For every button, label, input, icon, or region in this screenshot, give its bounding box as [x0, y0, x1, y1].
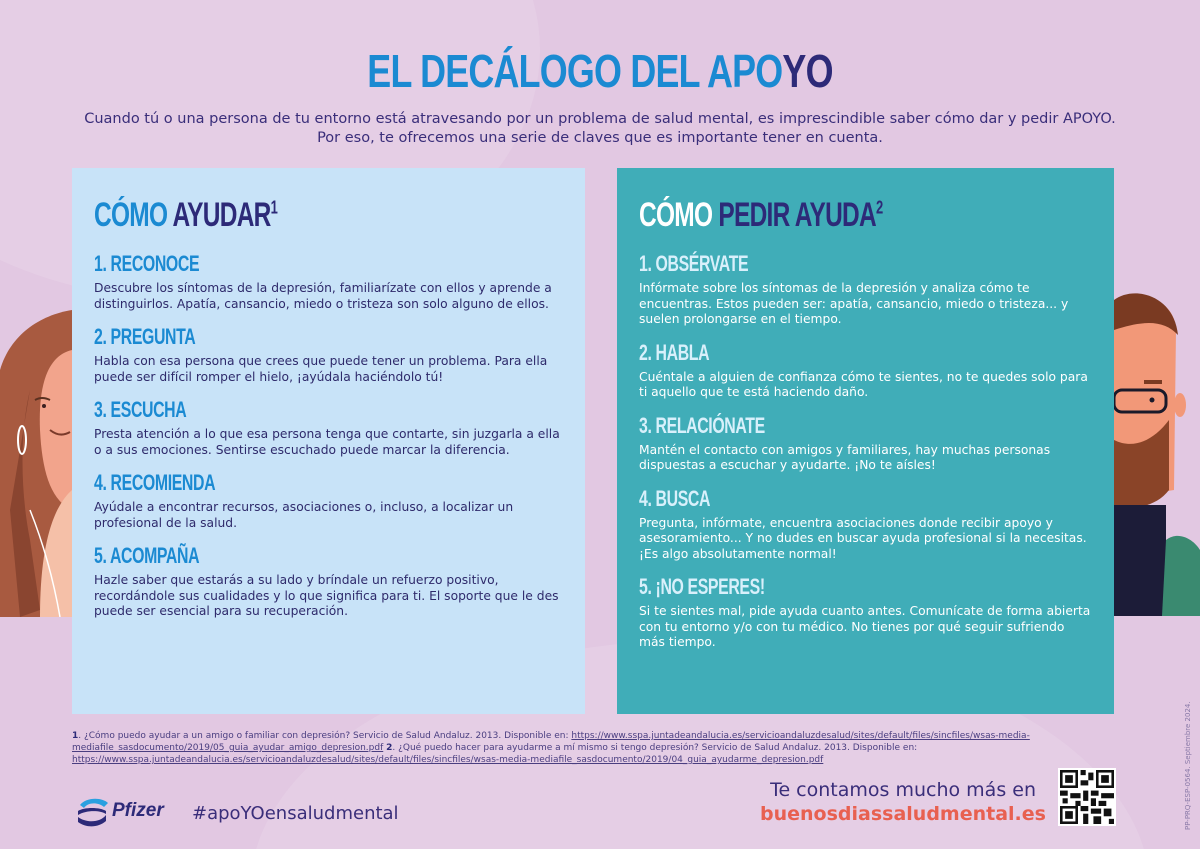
tip-title: 2. HABLA: [639, 339, 710, 365]
heading-part-a: CÓMO: [639, 196, 713, 234]
footnote-link[interactable]: https://www.sspa.juntadeandalucia.es/servicioandaluzdesalud/sites/default/files/sincfiles/wsas-media-mediafile_sasdocumento/2019/04_guia_ayudarme_depresion.pdf: [72, 755, 824, 765]
document-code: PP-PRQ-ESP-0564. Septiembre 2024.: [1184, 701, 1192, 830]
tip-title: 5. ¡NO ESPERES!: [639, 574, 765, 599]
subtitle-line2: Por eso, te ofrecemos una serie de claves que es importante tener en cuenta.: [317, 130, 883, 146]
panel-heading: [639, 196, 882, 235]
tip-text: Si te sientes mal, pide ayuda cuanto antes. Comunícate de forma abierta con tu entorno y/o con tu médico. No tienes por qué seguir sufriendo más tiempo.: [639, 604, 1091, 649]
page-title: [132, 44, 1068, 98]
tip-item: [94, 470, 563, 531]
tip-title: 4. BUSCA: [639, 485, 711, 511]
qr-code-icon: [1060, 770, 1114, 824]
footnotes: [72, 730, 1072, 766]
tip-item: [94, 397, 563, 458]
tip-title: 5. ACOMPAÑA: [94, 543, 200, 568]
tip-text: Habla con esa persona que crees que puede tener un problema. Para ella puede ser difícil romper el hielo, ¡ayúdala haciéndolo tú!: [94, 354, 548, 384]
tip-text: Mantén el contacto con amigos y familiares, hay muchas personas dispuestas a escuchar y ayudarte. ¡No te aísles!: [639, 442, 1051, 472]
help-others-panel: [72, 168, 585, 714]
tip-text: Ayúdale a encontrar recursos, asociaciones o, incluso, a localizar un profesional de la salud.: [94, 500, 514, 530]
pfizer-helix-icon: [76, 795, 110, 827]
brand-name: Pfizer: [112, 800, 164, 821]
tip-text: Pregunta, infórmate, encuentra asociaciones donde recibir apoyo y asesoramiento... Y no dudes en buscar ayuda profesional si la necesitas. ¡Es algo absolutamente normal!: [639, 515, 1087, 561]
tip-title: 1. OBSÉRVATE: [639, 251, 749, 276]
tip-item: [639, 251, 1092, 328]
more-info-text: Te contamos mucho más en: [770, 779, 1036, 801]
subtitle: [0, 110, 1200, 148]
tip-text: Hazle saber que estarás a su lado y bríndale un refuerzo positivo, recordándole sus cualidades y lo que significa para ti. El soporte que le des puede ser esencial para su recuperación.: [94, 573, 559, 618]
more-info: [760, 778, 1046, 826]
tip-title: 3. ESCUCHA: [94, 397, 187, 422]
tip-text: Descubre los síntomas de la depresión, familiarízate con ellos y aprende a distinguirlos. Apatía, cansancio, miedo o tristeza son solo alguno de ellos.: [94, 281, 552, 311]
footnote-number: 2: [386, 743, 393, 753]
tip-text: Presta atención a lo que esa persona tenga que contarte, sin juzgarla a ella o a sus emociones. Sentirse escuchado puede marcar la diferencia.: [94, 427, 560, 457]
tip-item: [639, 486, 1092, 563]
footnote-ref[interactable]: 2: [875, 197, 883, 218]
heading-part-a: CÓMO: [94, 196, 168, 234]
qr-code[interactable]: [1058, 768, 1116, 826]
tip-item: [639, 413, 1092, 474]
footnote-link[interactable]: https://www.sspa.juntadeandalucia.es/servicioandaluzdesalud/sites/default/files/sincfiles/wsas-media-mediafile_sasdocumento/2019/05_guia_ayudar_amigo_depresion.pdf: [72, 731, 1030, 753]
heading-part-b: AYUDAR: [172, 196, 271, 234]
tip-title: 2. PREGUNTA: [94, 324, 196, 349]
tip-item: [639, 574, 1092, 651]
man-illustration: [1114, 290, 1200, 616]
tip-title: 3. RELACIÓNATE: [639, 412, 765, 438]
footnote-text: . ¿Qué puedo hacer para ayudarme a mí mismo si tengo depresión? Servicio de Salud Andaluz. 2013. Disponible en:: [392, 743, 918, 753]
footnote-number: 1: [72, 731, 79, 741]
tip-text: Infórmate sobre los síntomas de la depresión y analiza cómo te encuentras. Estos pueden ser: apatía, cansancio, miedo o tristeza... y suelen prolongarse en el tiempo.: [639, 281, 1069, 326]
title-part1: EL DECÁLOGO DEL APO: [367, 45, 783, 97]
website-link[interactable]: buenosdiassaludmental.es: [760, 803, 1046, 825]
ask-for-help-panel: [617, 168, 1114, 714]
tip-item: [94, 324, 563, 385]
tip-title: 4. RECOMIENDA: [94, 470, 216, 495]
tip-item: [639, 340, 1092, 401]
hashtag: #apoYOensaludmental: [192, 803, 399, 824]
tip-text: Cuéntale a alguien de confianza cómo te sientes, no te quedes solo para ti aquello que te está haciendo daño.: [639, 369, 1088, 399]
woman-illustration: [0, 310, 72, 617]
heading-part-b: PEDIR AYUDA: [718, 196, 876, 234]
pfizer-logo: [76, 795, 164, 827]
panel-heading: [94, 196, 277, 235]
tip-item: [94, 251, 563, 312]
footnote-text: . ¿Cómo puedo ayudar a un amigo o familiar con depresión? Servicio de Salud Andaluz. 2013. Disponible en:: [78, 731, 572, 741]
footnote-ref[interactable]: 1: [270, 197, 278, 218]
tip-title: 1. RECONOCE: [94, 251, 200, 276]
title-part2: YO: [782, 45, 833, 97]
subtitle-line1: Cuando tú o una persona de tu entorno está atravesando por un problema de salud mental, es imprescindible saber cómo dar y pedir APOYO.: [84, 111, 1116, 127]
tip-item: [94, 543, 563, 620]
